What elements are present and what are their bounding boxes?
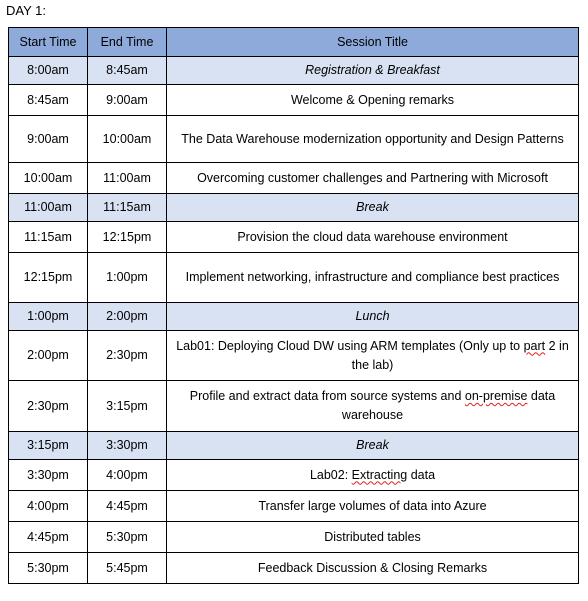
table-row xyxy=(9,163,579,194)
table-row xyxy=(9,522,579,553)
end-time: 4:00pm xyxy=(88,460,167,491)
table-row xyxy=(9,303,579,331)
title-text: Lab01: Deploying Cloud DW using ARM templates (Only up to xyxy=(176,338,524,353)
end-time: 5:45pm xyxy=(88,553,167,584)
header-start-time: Start Time xyxy=(9,28,88,57)
start-time: 12:15pm xyxy=(9,253,88,303)
start-time: 2:30pm xyxy=(9,381,88,432)
table-row xyxy=(9,553,579,584)
start-time: 5:30pm xyxy=(9,553,88,584)
table-row xyxy=(9,432,579,460)
start-time: 8:00am xyxy=(9,57,88,85)
table-row xyxy=(9,331,579,381)
start-time: 3:30pm xyxy=(9,460,88,491)
start-time: 11:00am xyxy=(9,194,88,222)
session-title: Distributed tables xyxy=(167,522,579,553)
title-text: data xyxy=(407,467,436,482)
start-time: 8:45am xyxy=(9,85,88,116)
spellcheck-flagged-word[interactable]: part xyxy=(523,338,546,353)
session-title: Break xyxy=(167,194,579,222)
table-row xyxy=(9,57,579,85)
table-row xyxy=(9,85,579,116)
end-time: 10:00am xyxy=(88,116,167,163)
session-title: Break xyxy=(167,432,579,460)
end-time: 12:15pm xyxy=(88,222,167,253)
spellcheck-flagged-word[interactable]: on-premise xyxy=(464,389,528,403)
start-time: 4:00pm xyxy=(9,491,88,522)
session-title: Registration & Breakfast xyxy=(167,57,579,85)
start-time: 10:00am xyxy=(9,163,88,194)
start-time: 11:15am xyxy=(9,222,88,253)
end-time: 4:45pm xyxy=(88,491,167,522)
title-text: data warehouse xyxy=(341,389,556,422)
end-time: 8:45am xyxy=(88,57,167,85)
table-row xyxy=(9,222,579,253)
day-label: DAY 1: xyxy=(6,3,46,18)
session-title: Provision the cloud data warehouse environment xyxy=(167,222,579,253)
end-time: 11:00am xyxy=(88,163,167,194)
session-title: Feedback Discussion & Closing Remarks xyxy=(167,553,579,584)
session-title: The Data Warehouse modernization opportunity and Design Patterns xyxy=(167,116,579,163)
header-row xyxy=(9,28,579,57)
end-time: 3:15pm xyxy=(88,381,167,432)
table-row xyxy=(9,194,579,222)
header-session-title: Session Title xyxy=(167,28,579,57)
session-title: Implement networking, infrastructure and compliance best practices xyxy=(167,253,579,303)
end-time: 2:30pm xyxy=(88,331,167,381)
session-title xyxy=(167,381,579,432)
title-text: Lab02: xyxy=(309,467,352,482)
start-time: 9:00am xyxy=(9,116,88,163)
end-time: 11:15am xyxy=(88,194,167,222)
header-end-time: End Time xyxy=(88,28,167,57)
agenda-table xyxy=(8,27,579,584)
title-text: Profile and extract data from source systems and xyxy=(189,389,465,403)
start-time: 2:00pm xyxy=(9,331,88,381)
session-title: Transfer large volumes of data into Azure xyxy=(167,491,579,522)
end-time: 5:30pm xyxy=(88,522,167,553)
session-title: Welcome & Opening remarks xyxy=(167,85,579,116)
session-title: Lunch xyxy=(167,303,579,331)
table-row xyxy=(9,460,579,491)
end-time: 3:30pm xyxy=(88,432,167,460)
session-title xyxy=(167,331,579,381)
table-row xyxy=(9,491,579,522)
session-title: Overcoming customer challenges and Partnering with Microsoft xyxy=(167,163,579,194)
session-title xyxy=(167,460,579,491)
table-row xyxy=(9,381,579,432)
start-time: 1:00pm xyxy=(9,303,88,331)
start-time: 4:45pm xyxy=(9,522,88,553)
start-time: 3:15pm xyxy=(9,432,88,460)
spellcheck-flagged-word[interactable]: Extracting xyxy=(351,467,408,482)
title-text: 2 in the lab) xyxy=(351,338,569,372)
end-time: 1:00pm xyxy=(88,253,167,303)
table-row xyxy=(9,116,579,163)
end-time: 2:00pm xyxy=(88,303,167,331)
table-row xyxy=(9,253,579,303)
end-time: 9:00am xyxy=(88,85,167,116)
